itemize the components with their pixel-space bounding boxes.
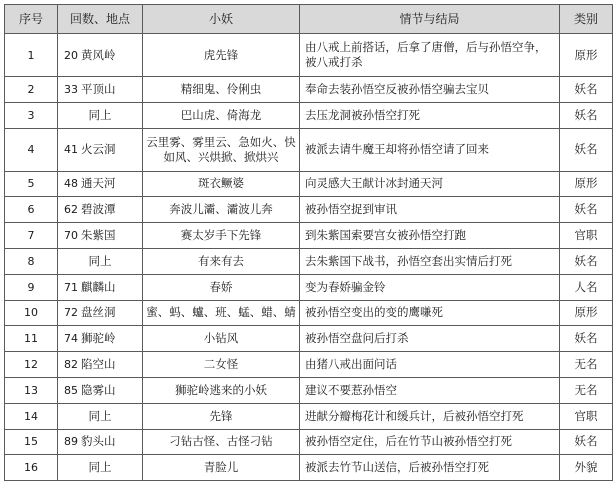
row-plot: 到朱紫国索要宫女被孙悟空打跑 (300, 223, 560, 249)
row-place: 朱紫国 (81, 228, 116, 243)
row-plot: 建议不要惹孙悟空 (300, 377, 560, 403)
row-index: 4 (5, 128, 58, 171)
row-category: 妖名 (560, 326, 613, 352)
table-row (5, 197, 613, 223)
row-episode-place (58, 352, 143, 378)
row-category: 官职 (560, 403, 613, 429)
row-demon: 蜜、蚂、蠦、班、蜢、蜡、蜻 (143, 300, 300, 326)
row-episode: 82 (64, 358, 78, 372)
row-demon: 先锋 (143, 403, 300, 429)
row-plot: 向灵感大王献计冰封通天河 (300, 171, 560, 197)
row-category: 妖名 (560, 128, 613, 171)
row-place: 麒麟山 (81, 279, 116, 294)
row-episode: 85 (64, 383, 78, 397)
row-episode-place (58, 77, 143, 103)
row-plot: 进献分瓣梅花计和缓兵计，后被孙悟空打死 (300, 403, 560, 429)
row-index: 2 (5, 77, 58, 103)
row-demon: 精细鬼、伶俐虫 (143, 77, 300, 103)
row-demon: 奔波儿灞、灞波儿奔 (143, 197, 300, 223)
row-place: 盘丝洞 (81, 305, 116, 320)
row-place: 平顶山 (81, 81, 116, 96)
row-episode-place (58, 34, 143, 77)
row-index: 6 (5, 197, 58, 223)
row-category: 官职 (560, 223, 613, 249)
header-episode-place: 回数、地点 (58, 5, 143, 34)
row-index: 7 (5, 223, 58, 249)
row-demon: 小钻风 (143, 326, 300, 352)
row-demon: 狮驼岭逃来的小妖 (143, 377, 300, 403)
table-row (5, 300, 613, 326)
row-plot: 被孙悟空定住，后在竹节山被孙悟空打死 (300, 429, 560, 455)
table-row (5, 455, 613, 481)
header-demon: 小妖 (143, 5, 300, 34)
row-category: 妖名 (560, 429, 613, 455)
row-index: 16 (5, 455, 58, 481)
header-index: 序号 (5, 5, 58, 34)
row-plot: 被孙悟空捉到审讯 (300, 197, 560, 223)
row-episode: 70 (64, 229, 78, 243)
table-body (5, 34, 613, 481)
row-episode: 71 (64, 280, 78, 294)
row-index: 8 (5, 248, 58, 274)
row-plot: 变为春娇骗金铃 (300, 274, 560, 300)
row-episode: 74 (64, 332, 78, 346)
row-index: 3 (5, 102, 58, 128)
table-row (5, 128, 613, 171)
table-row (5, 326, 613, 352)
row-index: 14 (5, 403, 58, 429)
row-place: 同上 (88, 408, 112, 423)
row-index: 10 (5, 300, 58, 326)
row-demon: 巴山虎、倚海龙 (143, 102, 300, 128)
row-demon: 赛太岁手下先锋 (143, 223, 300, 249)
row-episode-place (58, 171, 143, 197)
row-place: 黄风岭 (81, 47, 116, 62)
row-category: 妖名 (560, 248, 613, 274)
row-index: 1 (5, 34, 58, 77)
row-episode-place (58, 403, 143, 429)
row-episode-place (58, 455, 143, 481)
row-demon: 云里雾、雾里云、急如火、快如风、兴烘掀、掀烘兴 (143, 128, 300, 171)
row-category: 无名 (560, 377, 613, 403)
row-plot: 被孙悟空变出的变的鹰嗛死 (300, 300, 560, 326)
row-place: 豹头山 (81, 434, 116, 449)
row-plot: 由猪八戒出面问话 (300, 352, 560, 378)
row-episode: 41 (64, 143, 78, 157)
row-index: 9 (5, 274, 58, 300)
row-episode-place (58, 102, 143, 128)
row-index: 11 (5, 326, 58, 352)
row-place: 通天河 (81, 176, 116, 191)
monster-table (4, 4, 613, 481)
row-demon: 有来有去 (143, 248, 300, 274)
row-episode-place (58, 274, 143, 300)
row-demon: 春娇 (143, 274, 300, 300)
row-category: 妖名 (560, 77, 613, 103)
row-category: 无名 (560, 352, 613, 378)
row-plot: 被派去请牛魔王却将孙悟空请了回来 (300, 128, 560, 171)
row-episode-place (58, 223, 143, 249)
row-place: 狮驼岭 (81, 331, 116, 346)
row-place: 同上 (88, 460, 112, 475)
row-index: 5 (5, 171, 58, 197)
table-row (5, 429, 613, 455)
row-place: 同上 (88, 253, 112, 268)
row-demon: 二女怪 (143, 352, 300, 378)
row-episode-place (58, 128, 143, 171)
row-place: 火云洞 (81, 142, 116, 157)
table-row (5, 77, 613, 103)
row-episode-place (58, 429, 143, 455)
row-index: 13 (5, 377, 58, 403)
row-category: 原形 (560, 300, 613, 326)
row-index: 12 (5, 352, 58, 378)
table-row (5, 403, 613, 429)
row-episode: 72 (64, 306, 78, 320)
row-category: 原形 (560, 34, 613, 77)
row-plot: 被孙悟空盘问后打杀 (300, 326, 560, 352)
row-demon: 斑衣鳜婆 (143, 171, 300, 197)
row-plot: 奉命去装孙悟空反被孙悟空骗去宝贝 (300, 77, 560, 103)
row-place: 碧波潭 (81, 202, 116, 217)
table-row (5, 34, 613, 77)
row-episode: 33 (64, 82, 78, 96)
row-episode-place (58, 377, 143, 403)
row-episode-place (58, 326, 143, 352)
row-episode-place (58, 300, 143, 326)
row-demon: 青脸儿 (143, 455, 300, 481)
row-plot: 去朱紫国下战书，孙悟空套出实情后打死 (300, 248, 560, 274)
row-episode-place (58, 197, 143, 223)
row-demon: 虎先锋 (143, 34, 300, 77)
table-header-row (5, 5, 613, 34)
row-plot: 由八戒上前搭话，后拿了唐僧，后与孙悟空争，被八戒打杀 (300, 34, 560, 77)
row-category: 外貌 (560, 455, 613, 481)
row-place: 隐雾山 (81, 382, 116, 397)
header-plot: 情节与结局 (300, 5, 560, 34)
table-row (5, 377, 613, 403)
row-demon: 刁钻古怪、古怪刁钻 (143, 429, 300, 455)
row-episode-place (58, 248, 143, 274)
row-plot: 被派去竹节山送信，后被孙悟空打死 (300, 455, 560, 481)
row-episode: 20 (64, 48, 78, 62)
row-index: 15 (5, 429, 58, 455)
table-row (5, 223, 613, 249)
table-row (5, 102, 613, 128)
row-episode: 62 (64, 203, 78, 217)
row-place: 同上 (88, 107, 112, 122)
table-row (5, 274, 613, 300)
row-plot: 去压龙洞被孙悟空打死 (300, 102, 560, 128)
table-row (5, 171, 613, 197)
row-episode: 89 (64, 435, 78, 449)
header-category: 类别 (560, 5, 613, 34)
row-category: 人名 (560, 274, 613, 300)
row-category: 妖名 (560, 197, 613, 223)
row-category: 妖名 (560, 102, 613, 128)
row-episode: 48 (64, 177, 78, 191)
table-row (5, 248, 613, 274)
table-row (5, 352, 613, 378)
row-category: 原形 (560, 171, 613, 197)
row-place: 陷空山 (81, 357, 116, 372)
